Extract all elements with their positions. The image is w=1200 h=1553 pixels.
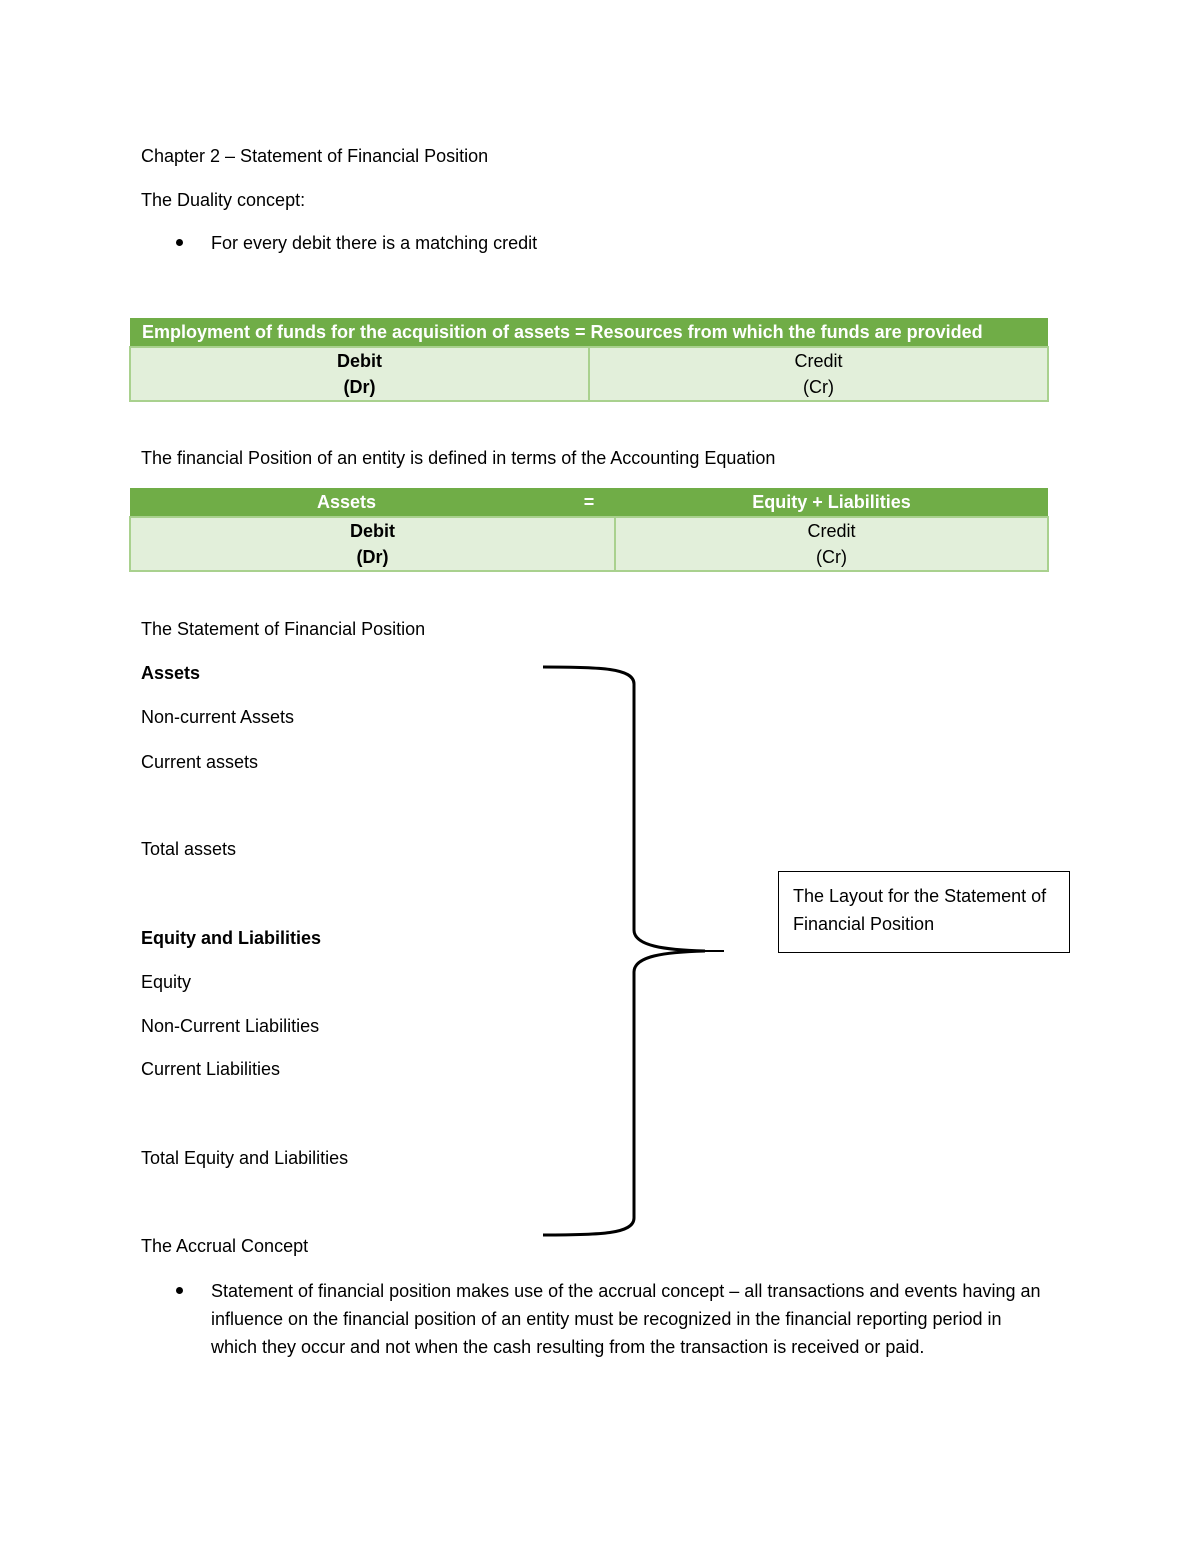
duality-heading: The Duality concept:	[141, 190, 306, 210]
non-current-assets: Non-current Assets	[141, 707, 295, 727]
bullet-icon	[176, 1287, 183, 1294]
assets-heading: Assets	[141, 663, 201, 683]
accrual-bullet-text: Statement of financial position makes use of the accrual concept – all transactions and events having an influence on the financial position of an entity must be recognized in the financial reporting period in which they occur and not when the cash resulting from the transaction is received or paid.	[211, 1281, 1041, 1357]
credit-abbrev: (Cr)	[816, 547, 847, 567]
duality-bullet-text: For every debit there is a matching credit	[211, 233, 538, 253]
equity: Equity	[141, 972, 192, 992]
current-assets: Current assets	[141, 752, 259, 772]
sofp-heading: The Statement of Financial Position	[141, 619, 426, 639]
current-liabilities: Current Liabilities	[141, 1059, 281, 1079]
total-equity-liabilities: Total Equity and Liabilities	[141, 1148, 349, 1168]
debit-abbrev: (Dr)	[343, 377, 376, 397]
equals-sign: =	[583, 491, 595, 512]
total-assets: Total assets	[141, 839, 237, 859]
equity-liabilities-heading: Equity and Liabilities	[141, 928, 322, 948]
equity-liabilities-header: Equity + Liabilities	[752, 491, 911, 512]
duality-table-header: Employment of funds for the acquisition of assets = Resources from which the funds are provided	[142, 321, 983, 342]
credit-label: Credit	[794, 351, 843, 371]
credit-label: Credit	[807, 521, 856, 541]
debit-label: Debit	[337, 351, 382, 371]
chapter-title: Chapter 2 – Statement of Financial Position	[141, 146, 489, 166]
non-current-liabilities: Non-Current Liabilities	[141, 1016, 320, 1036]
debit-label: Debit	[350, 521, 395, 541]
assets-header: Assets	[316, 491, 377, 512]
accrual-heading: The Accrual Concept	[141, 1236, 309, 1256]
debit-abbrev: (Dr)	[356, 547, 389, 567]
financial-position-text: The financial Position of an entity is defined in terms of the Accounting Equation	[141, 448, 776, 468]
layout-callout-text: The Layout for the Statement of Financial Position	[793, 886, 1047, 934]
credit-abbrev: (Cr)	[803, 377, 834, 397]
layout-callout-box	[778, 871, 1070, 953]
